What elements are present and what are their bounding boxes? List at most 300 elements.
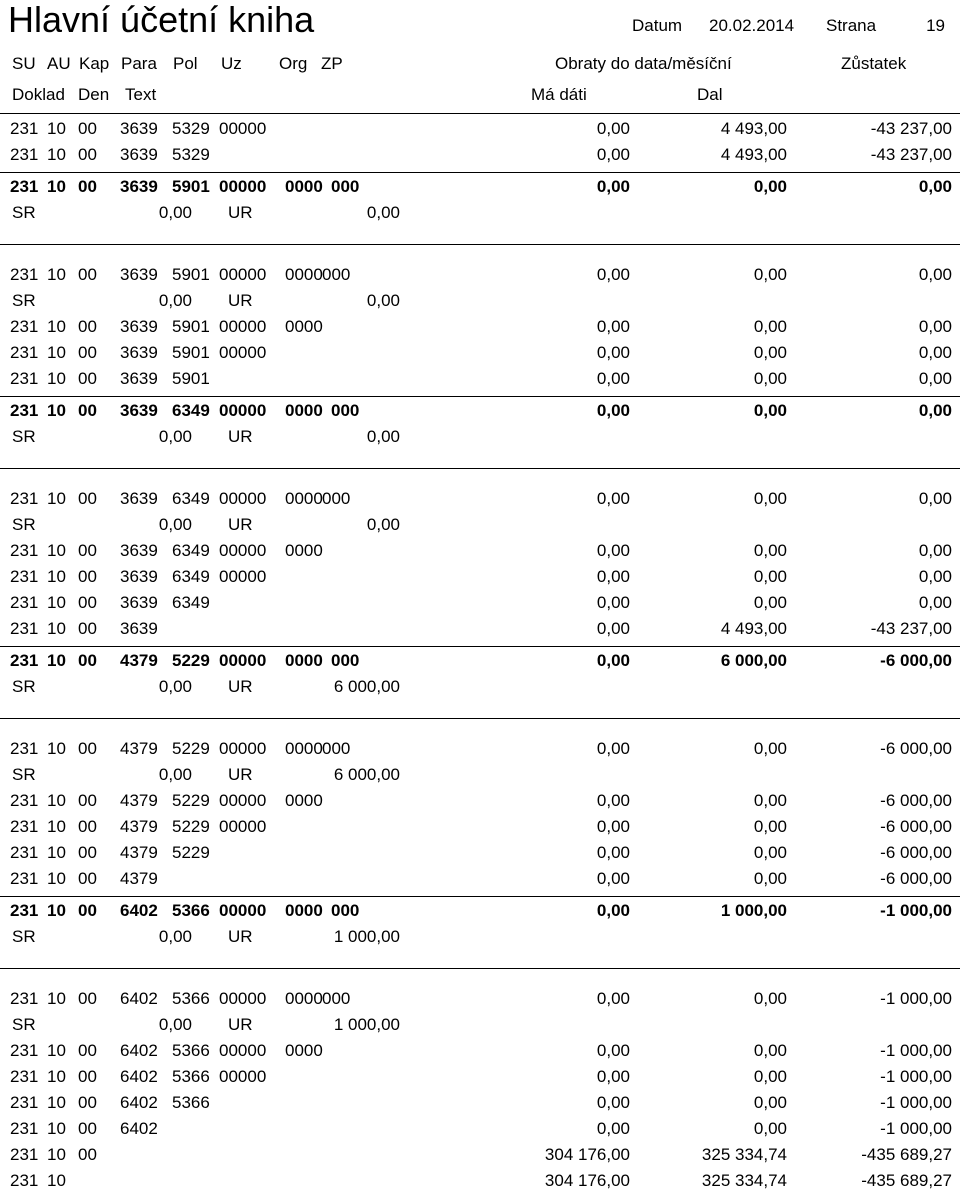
cell-su: 231	[10, 1145, 39, 1164]
cell-madati: 0,00	[596, 369, 630, 388]
cell-para: 3639	[120, 145, 158, 164]
cell-uz: 00000	[219, 343, 267, 362]
cell-madati: 0,00	[596, 619, 630, 638]
cell-org: 0000	[285, 401, 323, 420]
cell-dal: 0,00	[753, 989, 787, 1008]
cell-madati: 0,00	[596, 541, 630, 560]
cell-au: 10	[47, 843, 66, 862]
cell-au: 10	[47, 619, 66, 638]
cell-para: 3639	[120, 265, 158, 284]
cell-kap: 00	[78, 619, 97, 638]
cell-madati: 0,00	[596, 989, 630, 1008]
group-rule	[0, 718, 960, 719]
cell-pol: 5901	[172, 177, 210, 196]
cell-pol: 5901	[172, 265, 210, 284]
cell-su: 231	[10, 989, 39, 1008]
cell-org: 0000	[285, 541, 323, 560]
cell-org: 0000	[285, 791, 323, 810]
cell-zp: 000	[322, 989, 351, 1008]
cell-pol: 5229	[172, 651, 210, 670]
cell-au: 10	[47, 567, 66, 586]
group-separator	[0, 172, 960, 173]
cell-dal: 4 493,00	[720, 145, 787, 164]
sr-value: 0,00	[158, 927, 192, 946]
cell-madati: 0,00	[596, 401, 630, 420]
cell-su: 231	[10, 1093, 39, 1112]
cell-au: 10	[47, 369, 66, 388]
cell-su: 231	[10, 401, 39, 420]
cell-dal: 0,00	[753, 489, 787, 508]
cell-pol: 5366	[172, 989, 210, 1008]
cell-kap: 00	[78, 145, 97, 164]
cell-para: 6402	[120, 1067, 158, 1086]
cell-kap: 00	[78, 739, 97, 758]
cell-madati: 0,00	[596, 489, 630, 508]
cell-pol: 6349	[172, 489, 210, 508]
cell-madati: 0,00	[596, 1093, 630, 1112]
cell-au: 10	[47, 541, 66, 560]
cell-dal: 0,00	[753, 369, 787, 388]
cell-uz: 00000	[219, 265, 267, 284]
cell-su: 231	[10, 791, 39, 810]
cell-madati: 304 176,00	[544, 1171, 630, 1190]
cell-pol: 6349	[172, 567, 210, 586]
cell-zustatek: -6 000,00	[880, 869, 952, 888]
col-den: Den	[78, 85, 110, 104]
col-kap: Kap	[79, 54, 110, 73]
cell-org: 0000	[285, 489, 323, 508]
cell-madati: 0,00	[596, 265, 630, 284]
cell-uz: 00000	[219, 651, 267, 670]
cell-para: 4379	[120, 843, 158, 862]
cell-zustatek: -6 000,00	[880, 739, 952, 758]
cell-su: 231	[10, 739, 39, 758]
cell-kap: 00	[78, 843, 97, 862]
cell-su: 231	[10, 145, 39, 164]
cell-org: 0000	[285, 1041, 323, 1060]
cell-zustatek: -1 000,00	[880, 1119, 952, 1138]
sr-label: SR	[12, 515, 36, 534]
ur-value: 6 000,00	[333, 677, 400, 696]
cell-para: 4379	[120, 817, 158, 836]
ur-label: UR	[228, 515, 253, 534]
cell-kap: 00	[78, 989, 97, 1008]
cell-zustatek: -1 000,00	[880, 1041, 952, 1060]
cell-pol: 5229	[172, 739, 210, 758]
cell-su: 231	[10, 317, 39, 336]
ur-label: UR	[228, 203, 253, 222]
cell-dal: 0,00	[753, 843, 787, 862]
cell-su: 231	[10, 1067, 39, 1086]
cell-madati: 0,00	[596, 1119, 630, 1138]
cell-kap: 00	[78, 1067, 97, 1086]
cell-zustatek: 0,00	[918, 567, 952, 586]
cell-kap: 00	[78, 265, 97, 284]
cell-zustatek: -43 237,00	[870, 619, 952, 638]
cell-au: 10	[47, 791, 66, 810]
cell-org: 0000	[285, 989, 323, 1008]
cell-su: 231	[10, 369, 39, 388]
col-pol: Pol	[173, 54, 198, 73]
cell-au: 10	[47, 739, 66, 758]
cell-dal: 0,00	[753, 567, 787, 586]
cell-para: 3639	[120, 177, 158, 196]
cell-zustatek: -435 689,27	[861, 1171, 952, 1190]
cell-dal: 0,00	[753, 401, 787, 420]
cell-pol: 5329	[172, 145, 210, 164]
cell-au: 10	[47, 265, 66, 284]
cell-para: 3639	[120, 369, 158, 388]
cell-para: 6402	[120, 1041, 158, 1060]
cell-zustatek: 0,00	[918, 317, 952, 336]
cell-su: 231	[10, 1119, 39, 1138]
cell-org: 0000	[285, 265, 323, 284]
cell-zustatek: -1 000,00	[880, 1093, 952, 1112]
cell-para: 4379	[120, 869, 158, 888]
cell-dal: 0,00	[753, 1093, 787, 1112]
ur-label: UR	[228, 677, 253, 696]
cell-au: 10	[47, 1041, 66, 1060]
cell-dal: 0,00	[753, 593, 787, 612]
cell-au: 10	[47, 901, 66, 920]
ur-value: 1 000,00	[333, 927, 400, 946]
cell-madati: 0,00	[596, 1041, 630, 1060]
cell-madati: 0,00	[596, 593, 630, 612]
cell-uz: 00000	[219, 739, 267, 758]
cell-au: 10	[47, 489, 66, 508]
col-zustatek: Zůstatek	[841, 54, 907, 73]
cell-kap: 00	[78, 317, 97, 336]
cell-su: 231	[10, 1171, 39, 1190]
cell-kap: 00	[78, 489, 97, 508]
cell-madati: 0,00	[596, 843, 630, 862]
sr-value: 0,00	[158, 203, 192, 222]
ur-value: 0,00	[366, 515, 400, 534]
cell-para: 6402	[120, 901, 158, 920]
ur-label: UR	[228, 765, 253, 784]
cell-au: 10	[47, 401, 66, 420]
cell-pol: 6349	[172, 541, 210, 560]
group-rule	[0, 968, 960, 969]
cell-zustatek: 0,00	[918, 343, 952, 362]
cell-dal: 0,00	[753, 1119, 787, 1138]
cell-kap: 00	[78, 401, 97, 420]
cell-su: 231	[10, 567, 39, 586]
col-org: Org	[279, 54, 308, 73]
cell-zp: 000	[322, 739, 351, 758]
cell-zustatek: -6 000,00	[880, 651, 952, 670]
cell-zustatek: 0,00	[918, 541, 952, 560]
col-uz: Uz	[221, 54, 242, 73]
cell-para: 4379	[120, 791, 158, 810]
ur-value: 0,00	[366, 203, 400, 222]
sr-label: SR	[12, 927, 36, 946]
cell-zustatek: 0,00	[918, 489, 952, 508]
cell-pol: 5329	[172, 119, 210, 138]
cell-zustatek: -43 237,00	[870, 119, 952, 138]
header-rule	[0, 113, 960, 114]
cell-kap: 00	[78, 1093, 97, 1112]
sr-value: 0,00	[158, 291, 192, 310]
sr-label: SR	[12, 203, 36, 222]
cell-su: 231	[10, 619, 39, 638]
cell-madati: 0,00	[596, 901, 630, 920]
cell-kap: 00	[78, 791, 97, 810]
cell-kap: 00	[78, 369, 97, 388]
cell-para: 3639	[120, 619, 158, 638]
cell-kap: 00	[78, 869, 97, 888]
strana-value: 19	[926, 16, 945, 35]
strana-label: Strana	[826, 16, 877, 35]
cell-su: 231	[10, 651, 39, 670]
cell-uz: 00000	[219, 791, 267, 810]
cell-dal: 0,00	[753, 317, 787, 336]
datum-label: Datum	[632, 16, 683, 35]
cell-uz: 00000	[219, 317, 267, 336]
cell-au: 10	[47, 1093, 66, 1112]
cell-para: 4379	[120, 739, 158, 758]
cell-madati: 0,00	[596, 343, 630, 362]
cell-zp: 000	[322, 489, 351, 508]
col-para: Para	[121, 54, 157, 73]
cell-au: 10	[47, 1145, 66, 1164]
col-su: SU	[12, 54, 36, 73]
cell-au: 10	[47, 317, 66, 336]
cell-au: 10	[47, 869, 66, 888]
cell-zustatek: 0,00	[918, 369, 952, 388]
cell-madati: 0,00	[596, 317, 630, 336]
cell-uz: 00000	[219, 119, 267, 138]
cell-madati: 0,00	[596, 817, 630, 836]
cell-pol: 5366	[172, 1093, 210, 1112]
cell-zustatek: -1 000,00	[880, 989, 952, 1008]
group-rule	[0, 468, 960, 469]
cell-su: 231	[10, 119, 39, 138]
cell-au: 10	[47, 177, 66, 196]
cell-para: 6402	[120, 1093, 158, 1112]
cell-dal: 0,00	[753, 265, 787, 284]
cell-para: 3639	[120, 541, 158, 560]
group-rule	[0, 244, 960, 245]
group-separator	[0, 396, 960, 397]
cell-dal: 0,00	[753, 869, 787, 888]
cell-dal: 325 334,74	[701, 1171, 787, 1190]
cell-madati: 0,00	[596, 177, 630, 196]
cell-pol: 5901	[172, 317, 210, 336]
ur-label: UR	[228, 291, 253, 310]
cell-dal: 4 493,00	[720, 619, 787, 638]
cell-pol: 5366	[172, 1067, 210, 1086]
col-dal: Dal	[697, 85, 723, 104]
cell-dal: 0,00	[753, 1067, 787, 1086]
cell-kap: 00	[78, 1119, 97, 1138]
cell-su: 231	[10, 869, 39, 888]
cell-kap: 00	[78, 651, 97, 670]
cell-zp: 000	[331, 651, 360, 670]
cell-zustatek: -6 000,00	[880, 817, 952, 836]
cell-dal: 0,00	[753, 739, 787, 758]
cell-madati: 0,00	[596, 119, 630, 138]
col-au: AU	[47, 54, 71, 73]
cell-dal: 0,00	[753, 817, 787, 836]
sr-label: SR	[12, 427, 36, 446]
sr-label: SR	[12, 1015, 36, 1034]
cell-uz: 00000	[219, 541, 267, 560]
cell-su: 231	[10, 177, 39, 196]
cell-au: 10	[47, 1119, 66, 1138]
cell-pol: 6349	[172, 401, 210, 420]
cell-para: 4379	[120, 651, 158, 670]
cell-su: 231	[10, 817, 39, 836]
cell-kap: 00	[78, 177, 97, 196]
cell-kap: 00	[78, 1041, 97, 1060]
datum-value: 20.02.2014	[709, 16, 795, 35]
cell-su: 231	[10, 593, 39, 612]
cell-pol: 5901	[172, 343, 210, 362]
cell-uz: 00000	[219, 401, 267, 420]
cell-kap: 00	[78, 1145, 97, 1164]
cell-madati: 0,00	[596, 1067, 630, 1086]
cell-madati: 304 176,00	[544, 1145, 630, 1164]
cell-zustatek: -43 237,00	[870, 145, 952, 164]
ur-label: UR	[228, 427, 253, 446]
cell-madati: 0,00	[596, 567, 630, 586]
cell-uz: 00000	[219, 817, 267, 836]
sr-value: 0,00	[158, 677, 192, 696]
cell-au: 10	[47, 1171, 66, 1190]
col-obraty: Obraty do data/měsíční	[555, 54, 732, 73]
cell-pol: 5901	[172, 369, 210, 388]
sr-label: SR	[12, 291, 36, 310]
cell-pol: 5229	[172, 843, 210, 862]
col-zp: ZP	[321, 54, 343, 73]
group-separator	[0, 646, 960, 647]
cell-dal: 1 000,00	[720, 901, 787, 920]
cell-para: 3639	[120, 401, 158, 420]
cell-zustatek: 0,00	[918, 401, 952, 420]
cell-au: 10	[47, 1067, 66, 1086]
cell-dal: 6 000,00	[720, 651, 787, 670]
cell-org: 0000	[285, 739, 323, 758]
ur-label: UR	[228, 1015, 253, 1034]
page-title: Hlavní účetní kniha	[8, 0, 315, 40]
cell-au: 10	[47, 989, 66, 1008]
cell-kap: 00	[78, 343, 97, 362]
ur-value: 0,00	[366, 427, 400, 446]
cell-zustatek: 0,00	[918, 177, 952, 196]
cell-au: 10	[47, 651, 66, 670]
cell-org: 0000	[285, 901, 323, 920]
cell-uz: 00000	[219, 1067, 267, 1086]
cell-uz: 00000	[219, 177, 267, 196]
ur-value: 0,00	[366, 291, 400, 310]
cell-kap: 00	[78, 119, 97, 138]
cell-su: 231	[10, 265, 39, 284]
cell-su: 231	[10, 901, 39, 920]
cell-madati: 0,00	[596, 869, 630, 888]
cell-uz: 00000	[219, 989, 267, 1008]
cell-para: 6402	[120, 1119, 158, 1138]
sr-label: SR	[12, 677, 36, 696]
cell-org: 0000	[285, 651, 323, 670]
cell-pol: 5366	[172, 1041, 210, 1060]
cell-su: 231	[10, 1041, 39, 1060]
cell-para: 3639	[120, 489, 158, 508]
cell-kap: 00	[78, 817, 97, 836]
cell-para: 3639	[120, 343, 158, 362]
cell-uz: 00000	[219, 901, 267, 920]
cell-zustatek: -1 000,00	[880, 901, 952, 920]
cell-zp: 000	[331, 401, 360, 420]
cell-uz: 00000	[219, 1041, 267, 1060]
cell-uz: 00000	[219, 489, 267, 508]
cell-zustatek: -1 000,00	[880, 1067, 952, 1086]
sr-value: 0,00	[158, 427, 192, 446]
cell-zustatek: -435 689,27	[861, 1145, 952, 1164]
cell-para: 3639	[120, 593, 158, 612]
cell-org: 0000	[285, 177, 323, 196]
group-separator	[0, 896, 960, 897]
ur-value: 6 000,00	[333, 765, 400, 784]
cell-zustatek: 0,00	[918, 265, 952, 284]
cell-au: 10	[47, 145, 66, 164]
cell-para: 3639	[120, 567, 158, 586]
cell-su: 231	[10, 843, 39, 862]
cell-pol: 6349	[172, 593, 210, 612]
cell-kap: 00	[78, 541, 97, 560]
cell-madati: 0,00	[596, 651, 630, 670]
cell-dal: 325 334,74	[701, 1145, 787, 1164]
cell-madati: 0,00	[596, 739, 630, 758]
cell-zp: 000	[322, 265, 351, 284]
col-madati: Má dáti	[531, 85, 587, 104]
cell-zustatek: -6 000,00	[880, 843, 952, 862]
sr-value: 0,00	[158, 765, 192, 784]
cell-pol: 5366	[172, 901, 210, 920]
cell-dal: 4 493,00	[720, 119, 787, 138]
sr-value: 0,00	[158, 1015, 192, 1034]
cell-zustatek: 0,00	[918, 593, 952, 612]
cell-madati: 0,00	[596, 145, 630, 164]
cell-para: 6402	[120, 989, 158, 1008]
col-text: Text	[125, 85, 157, 104]
cell-kap: 00	[78, 901, 97, 920]
cell-org: 0000	[285, 317, 323, 336]
col-doklad: Doklad	[12, 85, 65, 104]
cell-au: 10	[47, 593, 66, 612]
cell-pol: 5229	[172, 817, 210, 836]
cell-zp: 000	[331, 177, 360, 196]
cell-para: 3639	[120, 119, 158, 138]
cell-kap: 00	[78, 567, 97, 586]
cell-su: 231	[10, 343, 39, 362]
cell-au: 10	[47, 817, 66, 836]
cell-para: 3639	[120, 317, 158, 336]
cell-zustatek: -6 000,00	[880, 791, 952, 810]
cell-au: 10	[47, 119, 66, 138]
ur-label: UR	[228, 927, 253, 946]
cell-au: 10	[47, 343, 66, 362]
cell-madati: 0,00	[596, 791, 630, 810]
cell-zp: 000	[331, 901, 360, 920]
cell-su: 231	[10, 489, 39, 508]
cell-pol: 5229	[172, 791, 210, 810]
cell-dal: 0,00	[753, 177, 787, 196]
cell-dal: 0,00	[753, 541, 787, 560]
cell-uz: 00000	[219, 567, 267, 586]
cell-dal: 0,00	[753, 791, 787, 810]
cell-su: 231	[10, 541, 39, 560]
